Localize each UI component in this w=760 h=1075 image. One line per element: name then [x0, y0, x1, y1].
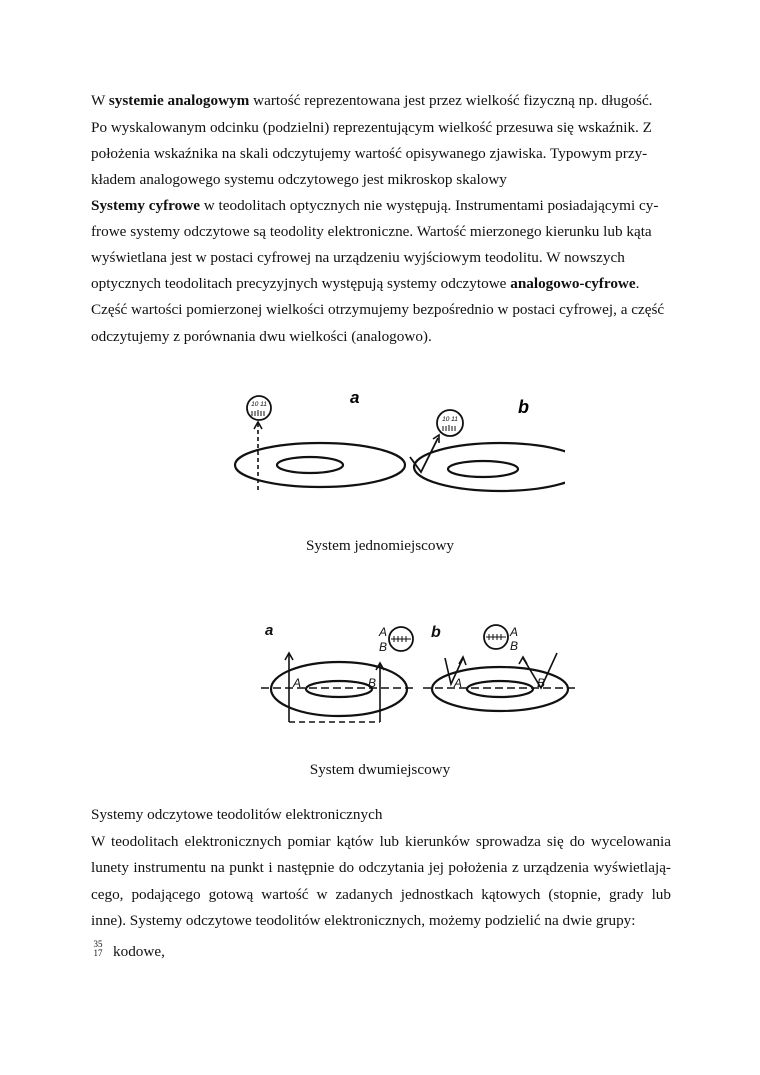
disc-b-outer [414, 443, 565, 491]
disc-b-inner [467, 681, 533, 697]
reading-circle-b [437, 410, 463, 436]
paragraph-line: frowe systemy odczytowe są teodolity elektroniczne. Wartość mierzonego kierunku lub kąta [91, 223, 652, 240]
term-analog-digital: analogowo-cyfrowe [510, 275, 636, 292]
figure-label-a: a [350, 388, 360, 407]
figure-two-place-system [255, 618, 585, 733]
paragraph-line: W systemie analogowym wartość reprezentowana jest przez wielkość fizyczną np. długość. [91, 92, 653, 109]
disc-a-inner [277, 457, 343, 473]
disc-b-inner [448, 461, 518, 477]
mark-B: B [368, 676, 377, 690]
mark-A: A [379, 625, 388, 639]
mark-B: B [379, 640, 388, 654]
reading-circle-a [247, 396, 271, 420]
mark-A: A [454, 676, 463, 690]
mark-B: B [510, 639, 519, 653]
disc-a-outer [271, 662, 407, 716]
paragraph-line: W teodolitach elektronicznych pomiar kątów lub kierunków sprowadza się do wycelowania [91, 833, 671, 850]
paragraph-line: optycznych teodolitach precyzyjnych występują systemy odczytowe analogowo-cyfrowe. [91, 275, 640, 292]
figure-label-b: b [431, 624, 441, 641]
paragraph-line: Po wyskalowanym odcinku (podzielni) reprezentującym wielkość przesuwa się wskaźnik. Z [91, 119, 652, 136]
reading-value-b: 10 11 [442, 416, 458, 423]
mark-A: A [510, 625, 519, 639]
figure-caption: System jednomiejscowy [305, 537, 455, 554]
list-bullet: 35 17 [93, 939, 103, 958]
paragraph-line: Systemy cyfrowe w teodolitach optycznych nie występują. Instrumentami posiadającymi cy- [91, 197, 659, 214]
mark-A: A [293, 676, 302, 690]
paragraph-line: odczytujemy z porównania dwu wielkości (analogowo). [91, 328, 432, 345]
disc-a-outer [235, 443, 405, 487]
mark-B: B [537, 676, 546, 690]
paragraph-line: cego, podającego gotową wartość w zadanych jednostkach kątowych (stopnie, grady lub [91, 886, 671, 903]
paragraph-line: lunety instrumentu na punkt i następnie do odczytania jej położenia z urządzenia wyświetlają- [91, 859, 671, 876]
paragraph-line: położenia wskaźnika na skali odczytujemy wartość opisywanego zjawiska. Typowym przy- [91, 145, 648, 162]
reading-value-a: 10 11 [251, 401, 267, 408]
figure-caption: System dwumiejscowy [309, 761, 451, 778]
term-analog-system: systemie analogowym [108, 92, 250, 109]
paragraph-line: inne). Systemy odczytowe teodolitów elektronicznych, możemy podzielić na dwie grupy: [91, 912, 636, 929]
paragraph-line: wyświetlana jest w postaci cyfrowej na urządzeniu wyjściowym teodolitu. W nowszych [91, 249, 625, 266]
paragraph-line: Część wartości pomierzonej wielkości otrzymujemy bezpośrednio w postaci cyfrowej, a część [91, 301, 665, 318]
figure-label-a: a [265, 622, 274, 639]
list-item: kodowe, [113, 943, 165, 960]
figure-single-place-system [225, 385, 565, 500]
disc-a-inner [306, 681, 372, 697]
figure-label-b: b [518, 397, 529, 417]
paragraph-line: kładem analogowego systemu odczytowego jest mikroskop skalowy [91, 171, 507, 188]
section-heading: Systemy odczytowe teodolitów elektronicznych [91, 806, 383, 823]
term-digital-systems: Systemy cyfrowe [91, 197, 200, 214]
